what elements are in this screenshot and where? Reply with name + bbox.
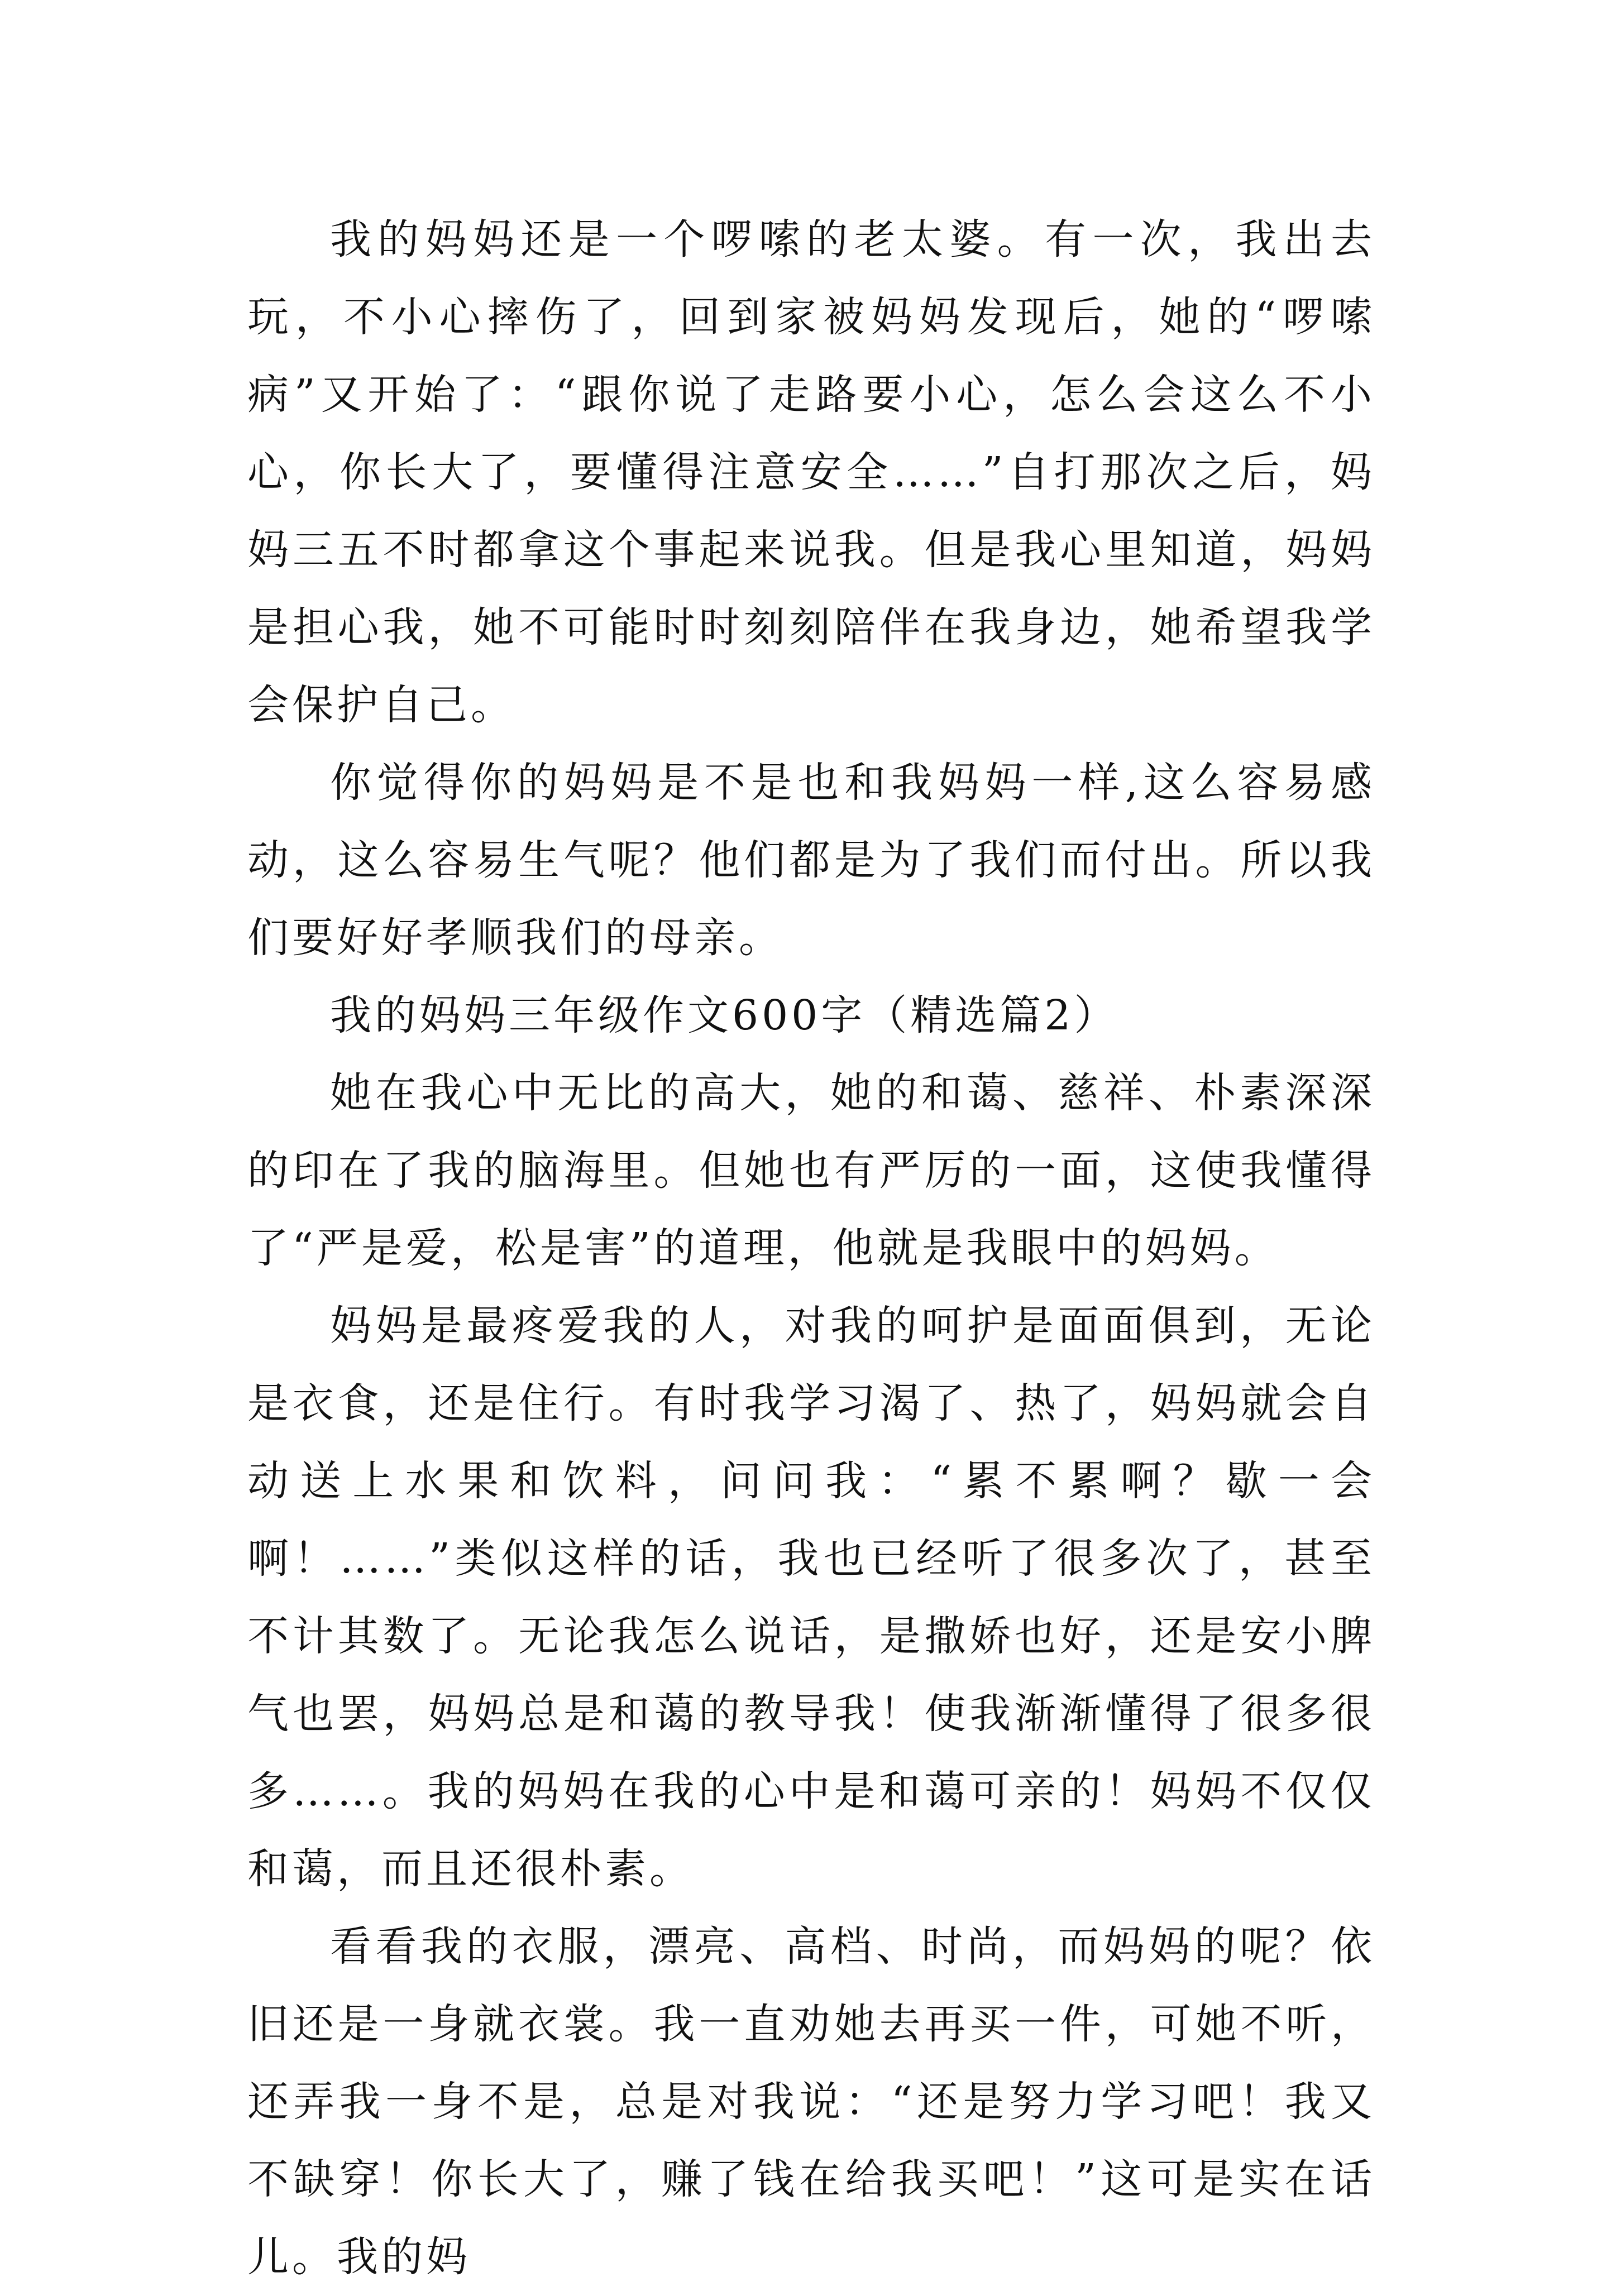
document-body: [247, 201, 1375, 2296]
section-heading: 我的妈妈三年级作文600字（精选篇2）: [330, 991, 1119, 1039]
paragraph: 你觉得你的妈妈是不是也和我妈妈一样,这么容易感动，这么容易生气呢？他们都是为了我们而付出。所以我们要好好孝顺我们的母亲。: [247, 759, 1375, 962]
paragraph: 我的妈妈还是一个啰嗦的老太婆。有一次，我出去玩，不小心摔伤了，回到家被妈妈发现后，她的“啰嗦病”又开始了：“跟你说了走路要小心，怎么会这么不小心，你长大了，要懂得注意安全……”自打那次之后，妈妈三五不时都拿这个事起来说我。但是我心里知道，妈妈是担心我，她不可能时时刻刻陪伴在我身边，她希望我学会保护自己。: [247, 215, 1375, 729]
paragraph: 她在我心中无比的高大，她的和蔼、慈祥、朴素深深的印在了我的脑海里。但她也有严厉的一面，这使我懂得了“严是爱，松是害”的道理，他就是我眼中的妈妈。: [247, 1069, 1375, 1272]
paragraph: 看看我的衣服，漂亮、高档、时尚，而妈妈的呢？依旧还是一身就衣裳。我一直劝她去再买一件，可她不听，还弄我一身不是，总是对我说：“还是努力学习吧！我又不缺穿！你长大了，赚了钱在给我买吧！”这可是实在话儿。我的妈: [247, 1923, 1375, 2281]
paragraph: 妈妈是最疼爱我的人，对我的呵护是面面俱到，无论是衣食，还是住行。有时我学习渴了、热了，妈妈就会自动送上水果和饮料，问问我：“累不累啊？歇一会啊！……”类似这样的话，我也已经听了很多次了，甚至不计其数了。无论我怎么说话，是撒娇也好，还是安小脾气也罢，妈妈总是和蔼的教导我！使我渐渐懂得了很多很多……。我的妈妈在我的心中是和蔼可亲的！妈妈不仅仅和蔼，而且还很朴素。: [247, 1302, 1375, 1893]
